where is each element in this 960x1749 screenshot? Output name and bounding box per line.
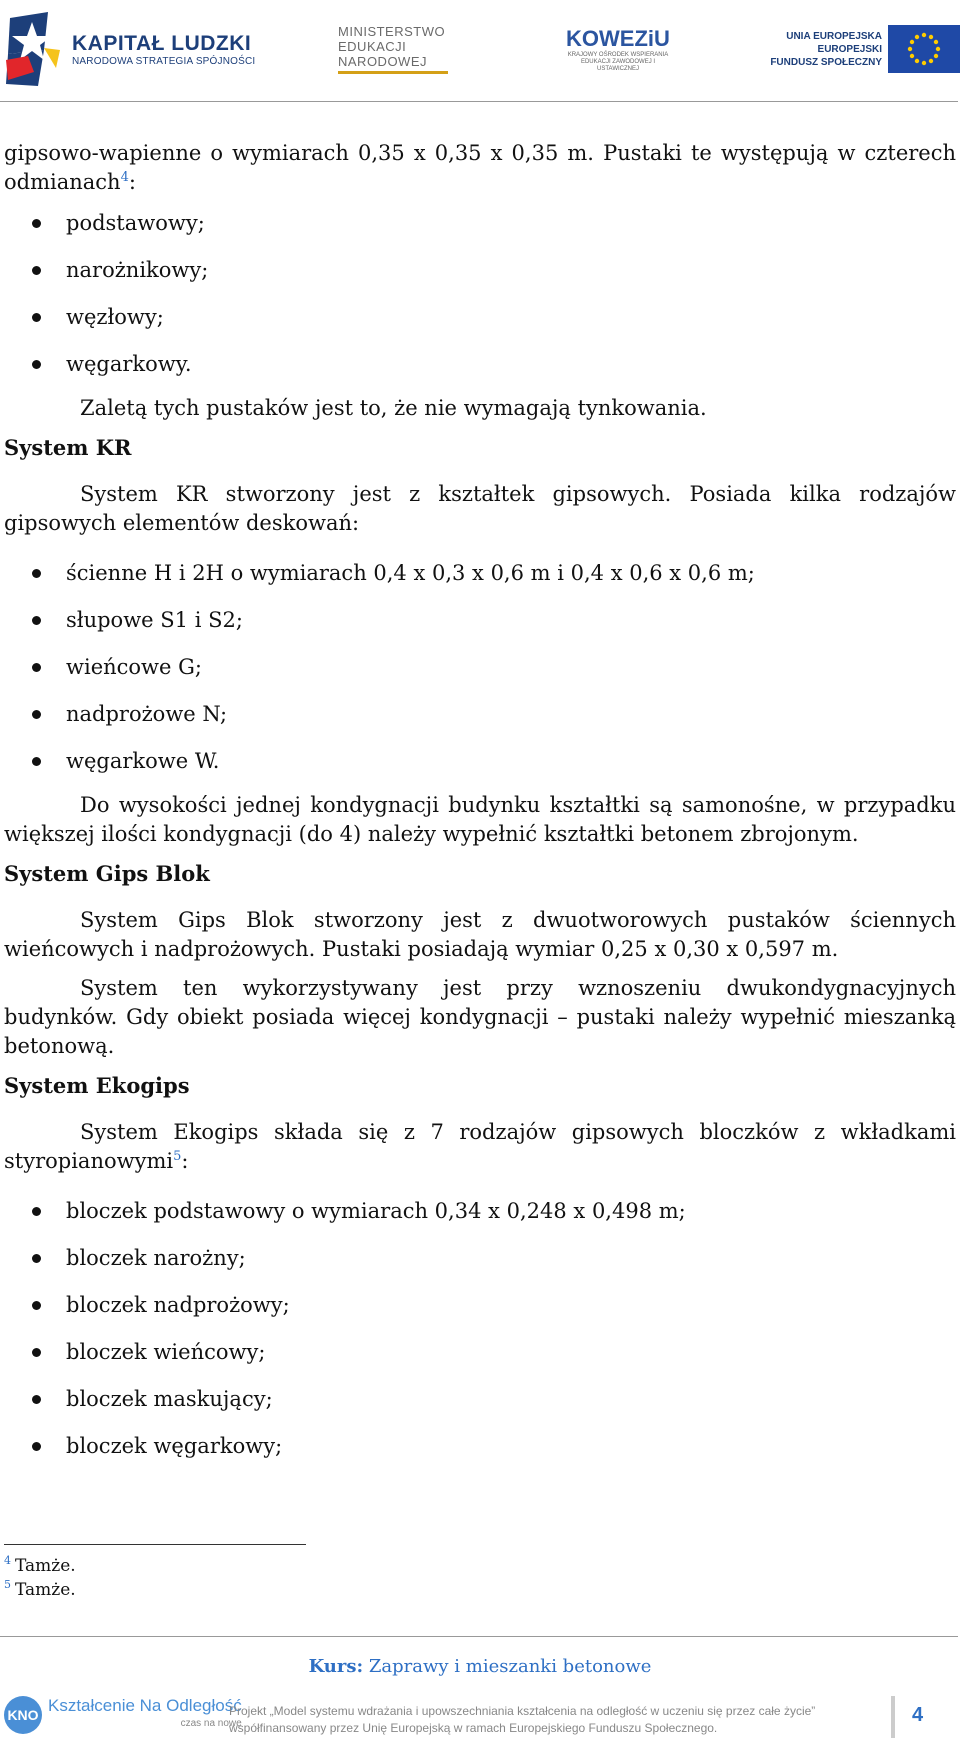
footnote-4: [4, 1554, 76, 1578]
bullet-icon: [32, 1301, 41, 1310]
paragraph-intro-text: gipsowo-wapienne o wymiarach 0,35 x 0,35 x 0,35 m. Pustaki te występują w czterech odmianach: [4, 141, 956, 194]
heading-system-gips-blok: System Gips Blok: [4, 861, 210, 886]
list-item-text: węgarkowe W.: [66, 749, 220, 773]
course-name: Zaprawy i mieszanki betonowe: [363, 1656, 652, 1677]
list-item-text: bloczek maskujący;: [66, 1387, 273, 1411]
eu-flag-icon: [888, 25, 960, 73]
bullet-icon: [32, 360, 41, 369]
footnote-number: 5: [4, 1578, 11, 1592]
paragraph-ekogips: [4, 1118, 956, 1176]
koweziu-title: KOWEZiU: [566, 25, 670, 51]
paragraph-zaleta: Zaletą tych pustaków jest to, że nie wymagają tynkowania.: [80, 396, 707, 420]
page-footer: [0, 1690, 960, 1749]
bullet-icon: [32, 616, 41, 625]
course-label: Kurs:: [308, 1656, 364, 1677]
bullet-icon: [32, 710, 41, 719]
paragraph-intro: [4, 139, 956, 197]
bullet-icon: [32, 313, 41, 322]
pustaki-variants-list: [4, 200, 956, 388]
kapital-ludzki-title: KAPITAŁ LUDZKI: [72, 31, 252, 55]
list-item-text: ścienne H i 2H o wymiarach 0,4 x 0,3 x 0,6 m i 0,4 x 0,6 x 0,6 m;: [66, 561, 755, 585]
men-line1: MINISTERSTWO: [338, 24, 446, 39]
list-item: [4, 341, 956, 388]
kapital-ludzki-subtitle: NARODOWA STRATEGIA SPÓJNOŚCI: [72, 55, 256, 67]
footnote-text: Tamże.: [15, 1556, 76, 1576]
footnotes: [4, 1554, 76, 1602]
list-item-text: węzłowy;: [66, 305, 164, 329]
bullet-icon: [32, 757, 41, 766]
project-line2: współfinansowany przez Unię Europejską w ramach Europejskiego Funduszu Społecznego.: [229, 1721, 718, 1735]
koweziu-sub1: KRAJOWY OŚRODEK WSPIERANIA: [567, 51, 669, 58]
course-title: [0, 1656, 960, 1677]
list-item-text: nadprożowe N;: [66, 702, 228, 726]
bullet-icon: [32, 1207, 41, 1216]
page-header: [0, 0, 960, 102]
list-item: [4, 738, 956, 785]
list-item-text: narożnikowy;: [66, 258, 209, 282]
footnote-number: 4: [4, 1554, 11, 1568]
bullet-icon: [32, 1442, 41, 1451]
list-item: [4, 1423, 956, 1470]
list-item: [4, 1329, 956, 1376]
list-item: [4, 550, 956, 597]
paragraph-gips-blok-2: System ten wykorzystywany jest przy wznoszeniu dwukondygnacyjnych budynków. Gdy obiekt posiada więcej kondygnacji – pustaki należy wypełnić mieszanką betonową.: [4, 976, 956, 1058]
list-item: [4, 691, 956, 738]
paragraph-intro-end: :: [128, 170, 136, 194]
paragraph-system-kr: System KR stworzony jest z kształtek gipsowych. Posiada kilka rodzajów gipsowych elementów deskowań:: [4, 482, 956, 535]
kapital-ludzki-star-icon: [4, 10, 64, 88]
list-item-text: węgarkowy.: [66, 352, 192, 376]
project-info: [229, 1703, 869, 1737]
koweziu-sub2: EDUKACJI ZAWODOWEJ I USTAWICZNEJ: [580, 58, 656, 72]
list-item: [4, 1376, 956, 1423]
header-divider: [0, 101, 958, 102]
bullet-icon: [32, 569, 41, 578]
ministerstwo-logo: [338, 8, 468, 90]
list-item: [4, 597, 956, 644]
kapital-ludzki-logo: [4, 8, 264, 90]
list-item: [4, 1188, 956, 1235]
list-item: [4, 644, 956, 691]
page-number: 4: [912, 1704, 924, 1726]
kno-title: Kształcenie Na Odległość: [48, 1696, 242, 1715]
men-line2: EDUKACJI: [338, 39, 407, 54]
kr-elements-list: [4, 550, 956, 785]
list-item: [4, 1235, 956, 1282]
list-item-text: bloczek narożny;: [66, 1246, 246, 1270]
heading-system-kr: System KR: [4, 435, 132, 460]
list-item-text: wieńcowe G;: [66, 655, 202, 679]
paragraph-kr-samonosne: Do wysokości jednej kondygnacji budynku kształtki są samonośne, w przypadku większej ilości kondygnacji (do 4) należy wypełnić kształtki betonem zbrojonym.: [4, 793, 956, 846]
list-item: [4, 294, 956, 341]
project-line1: Projekt „Model systemu wdrażania i upowszechniania kształcenia na odległość w uczeniu się przez całe życie”: [229, 1704, 816, 1718]
paragraph-ekogips-text: System Ekogips składa się z 7 rodzajów gipsowych bloczków z wkładkami styropianowymi: [4, 1120, 956, 1173]
footnote-5: [4, 1578, 76, 1602]
bullet-icon: [32, 1395, 41, 1404]
bullet-icon: [32, 1254, 41, 1263]
footnote-ref-5[interactable]: 5: [173, 1149, 182, 1164]
kno-logo: [4, 1696, 242, 1734]
list-item: [4, 1282, 956, 1329]
page-number-separator: [891, 1696, 895, 1738]
footnote-divider: [4, 1544, 306, 1545]
eu-logo: [765, 8, 960, 90]
bullet-icon: [32, 266, 41, 275]
footer-divider: [0, 1636, 958, 1637]
list-item-text: słupowe S1 i S2;: [66, 608, 243, 632]
list-item-text: bloczek węgarkowy;: [66, 1434, 283, 1458]
bullet-icon: [32, 1348, 41, 1357]
paragraph-ekogips-end: :: [181, 1149, 189, 1173]
list-item-text: bloczek wieńcowy;: [66, 1340, 266, 1364]
koweziu-logo: [563, 8, 673, 90]
ue-line2: EUROPEJSKI: [817, 43, 882, 55]
footnote-ref-4[interactable]: 4: [120, 170, 129, 185]
men-accent-bar: [338, 71, 448, 74]
bullet-icon: [32, 219, 41, 228]
bullet-icon: [32, 663, 41, 672]
ekogips-bloczki-list: [4, 1188, 956, 1470]
kno-circle-icon: KNO: [4, 1696, 42, 1734]
list-item-text: bloczek nadprożowy;: [66, 1293, 290, 1317]
men-line3: NARODOWEJ: [338, 54, 427, 69]
document-body: [4, 139, 956, 1470]
paragraph-gips-blok-1: System Gips Blok stworzony jest z dwuotworowych pustaków ściennych wieńcowych i nadprożowych. Pustaki posiadają wymiar 0,25 x 0,30 x 0,597 m.: [4, 908, 956, 961]
list-item-text: podstawowy;: [66, 211, 205, 235]
heading-system-ekogips: System Ekogips: [4, 1073, 190, 1098]
footnote-text: Tamże.: [15, 1580, 76, 1600]
ue-line1: UNIA EUROPEJSKA: [786, 30, 882, 42]
ue-line3: FUNDUSZ SPOŁECZNY: [770, 56, 882, 68]
kno-subtitle: czas na nowe: [180, 1718, 242, 1729]
list-item: [4, 200, 956, 247]
list-item: [4, 247, 956, 294]
list-item-text: bloczek podstawowy o wymiarach 0,34 x 0,248 x 0,498 m;: [66, 1199, 686, 1223]
